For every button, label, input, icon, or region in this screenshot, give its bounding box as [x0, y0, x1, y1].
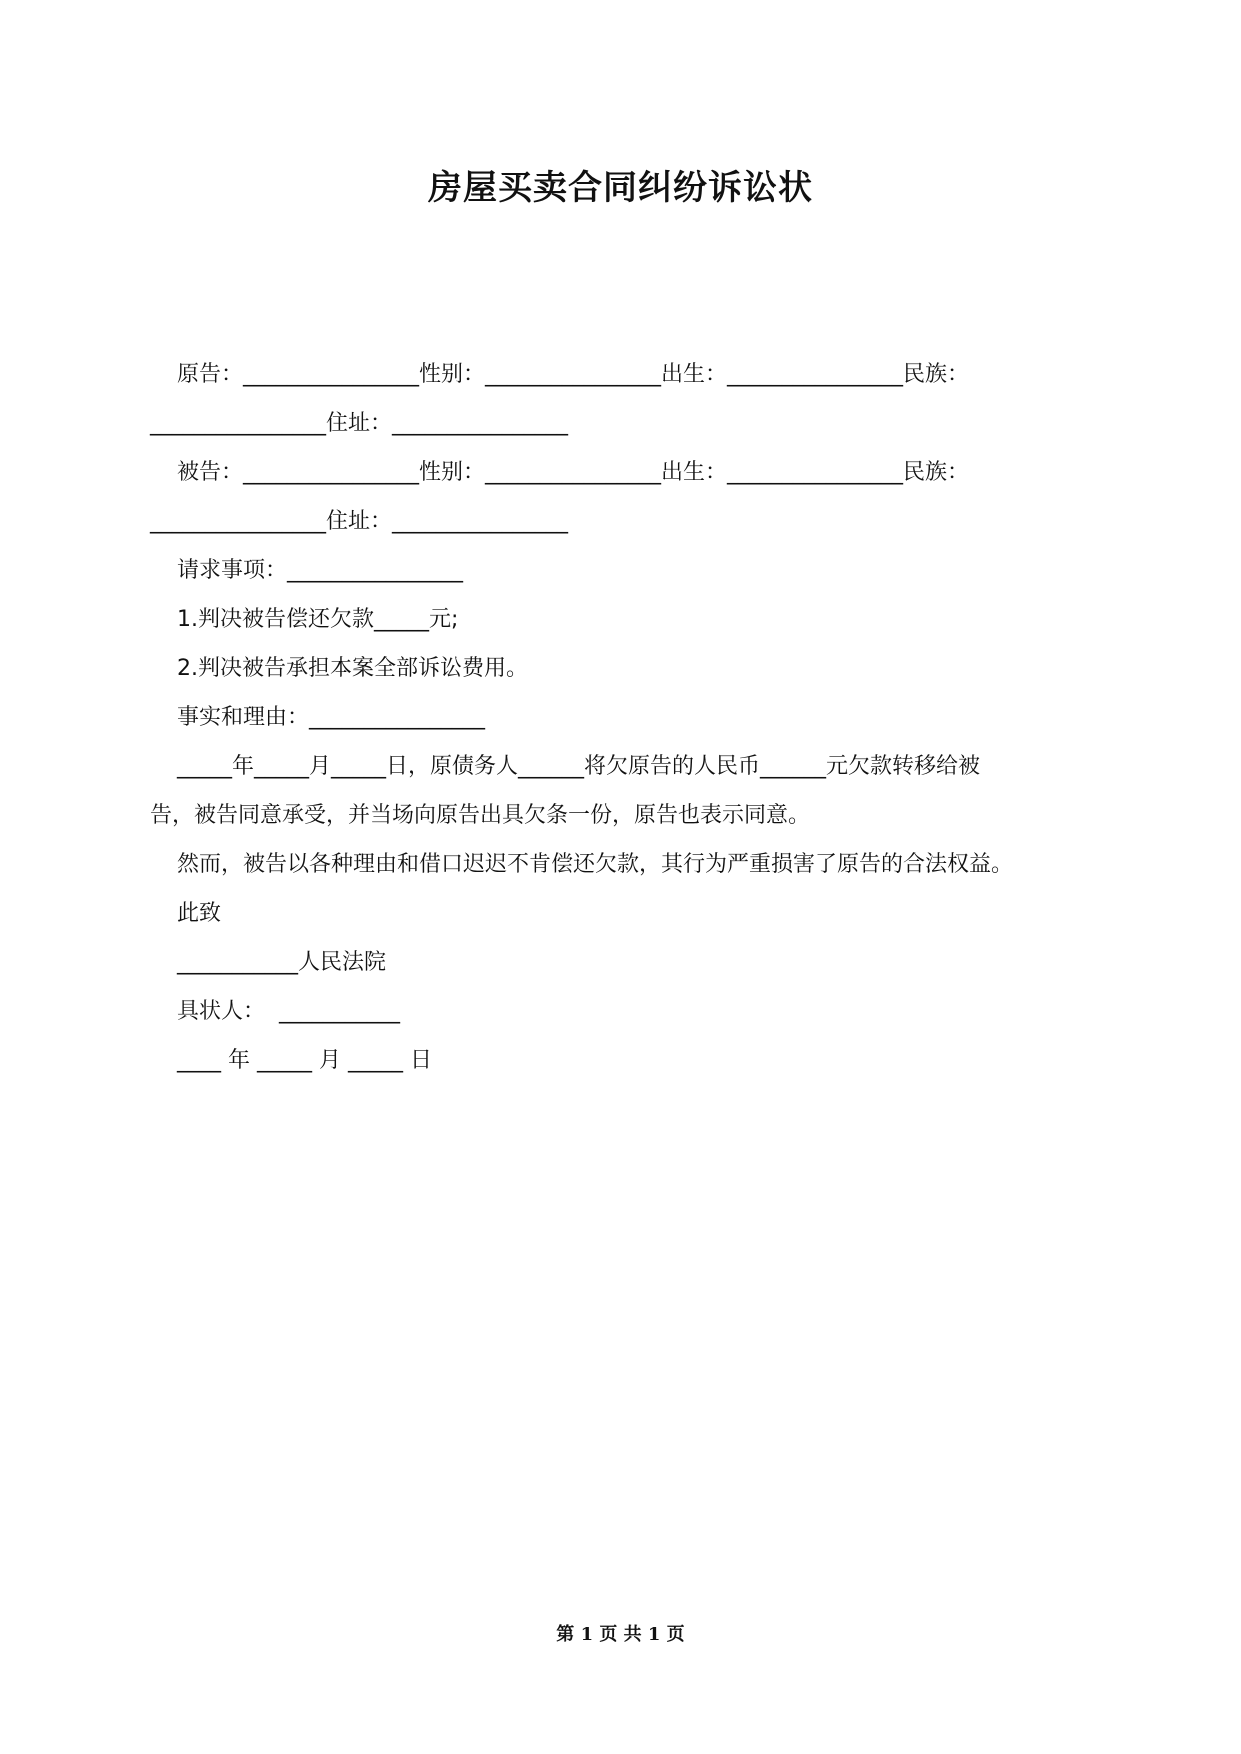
document-body — [150, 350, 1100, 1085]
salutation: 此致 — [177, 901, 222, 926]
facts-paragraph-2: 然而，被告以各种理由和借口迟迟不肯偿还欠款，其行为严重损害了原告的合法权益。 — [177, 852, 1014, 877]
document-title: 房屋买卖合同纠纷诉讼状 — [428, 168, 813, 208]
facts-paragraph-1-line2: 告，被告同意承受，并当场向原告出具欠条一份，原告也表示同意。 — [150, 803, 811, 828]
page-footer: 第 1 页 共 1 页 — [556, 1624, 685, 1645]
facts-heading: 事实和理由：________________ — [177, 705, 486, 730]
defendant-info-line1: 被告：________________性别：________________出生：________________民族： — [177, 460, 970, 485]
defendant-info-line2: ________________住址：________________ — [150, 509, 569, 534]
claim-item-1: 1.判决被告偿还欠款_____元; — [177, 607, 459, 632]
date-line: ____ 年 _____ 月 _____ 日 — [177, 1048, 432, 1073]
signer-line: 具状人： ___________ — [177, 999, 400, 1024]
facts-paragraph-1-line1: _____年_____月_____日，原债务人______将欠原告的人民币______元欠款转移给被 — [177, 754, 981, 779]
claims-heading: 请求事项：________________ — [177, 558, 464, 583]
plaintiff-info-line1: 原告：________________性别：________________出生：________________民族： — [177, 362, 970, 387]
plaintiff-info-line2: ________________住址：________________ — [150, 411, 569, 436]
court-name: ___________人民法院 — [177, 950, 387, 975]
claim-item-2: 2.判决被告承担本案全部诉讼费用。 — [177, 656, 528, 681]
